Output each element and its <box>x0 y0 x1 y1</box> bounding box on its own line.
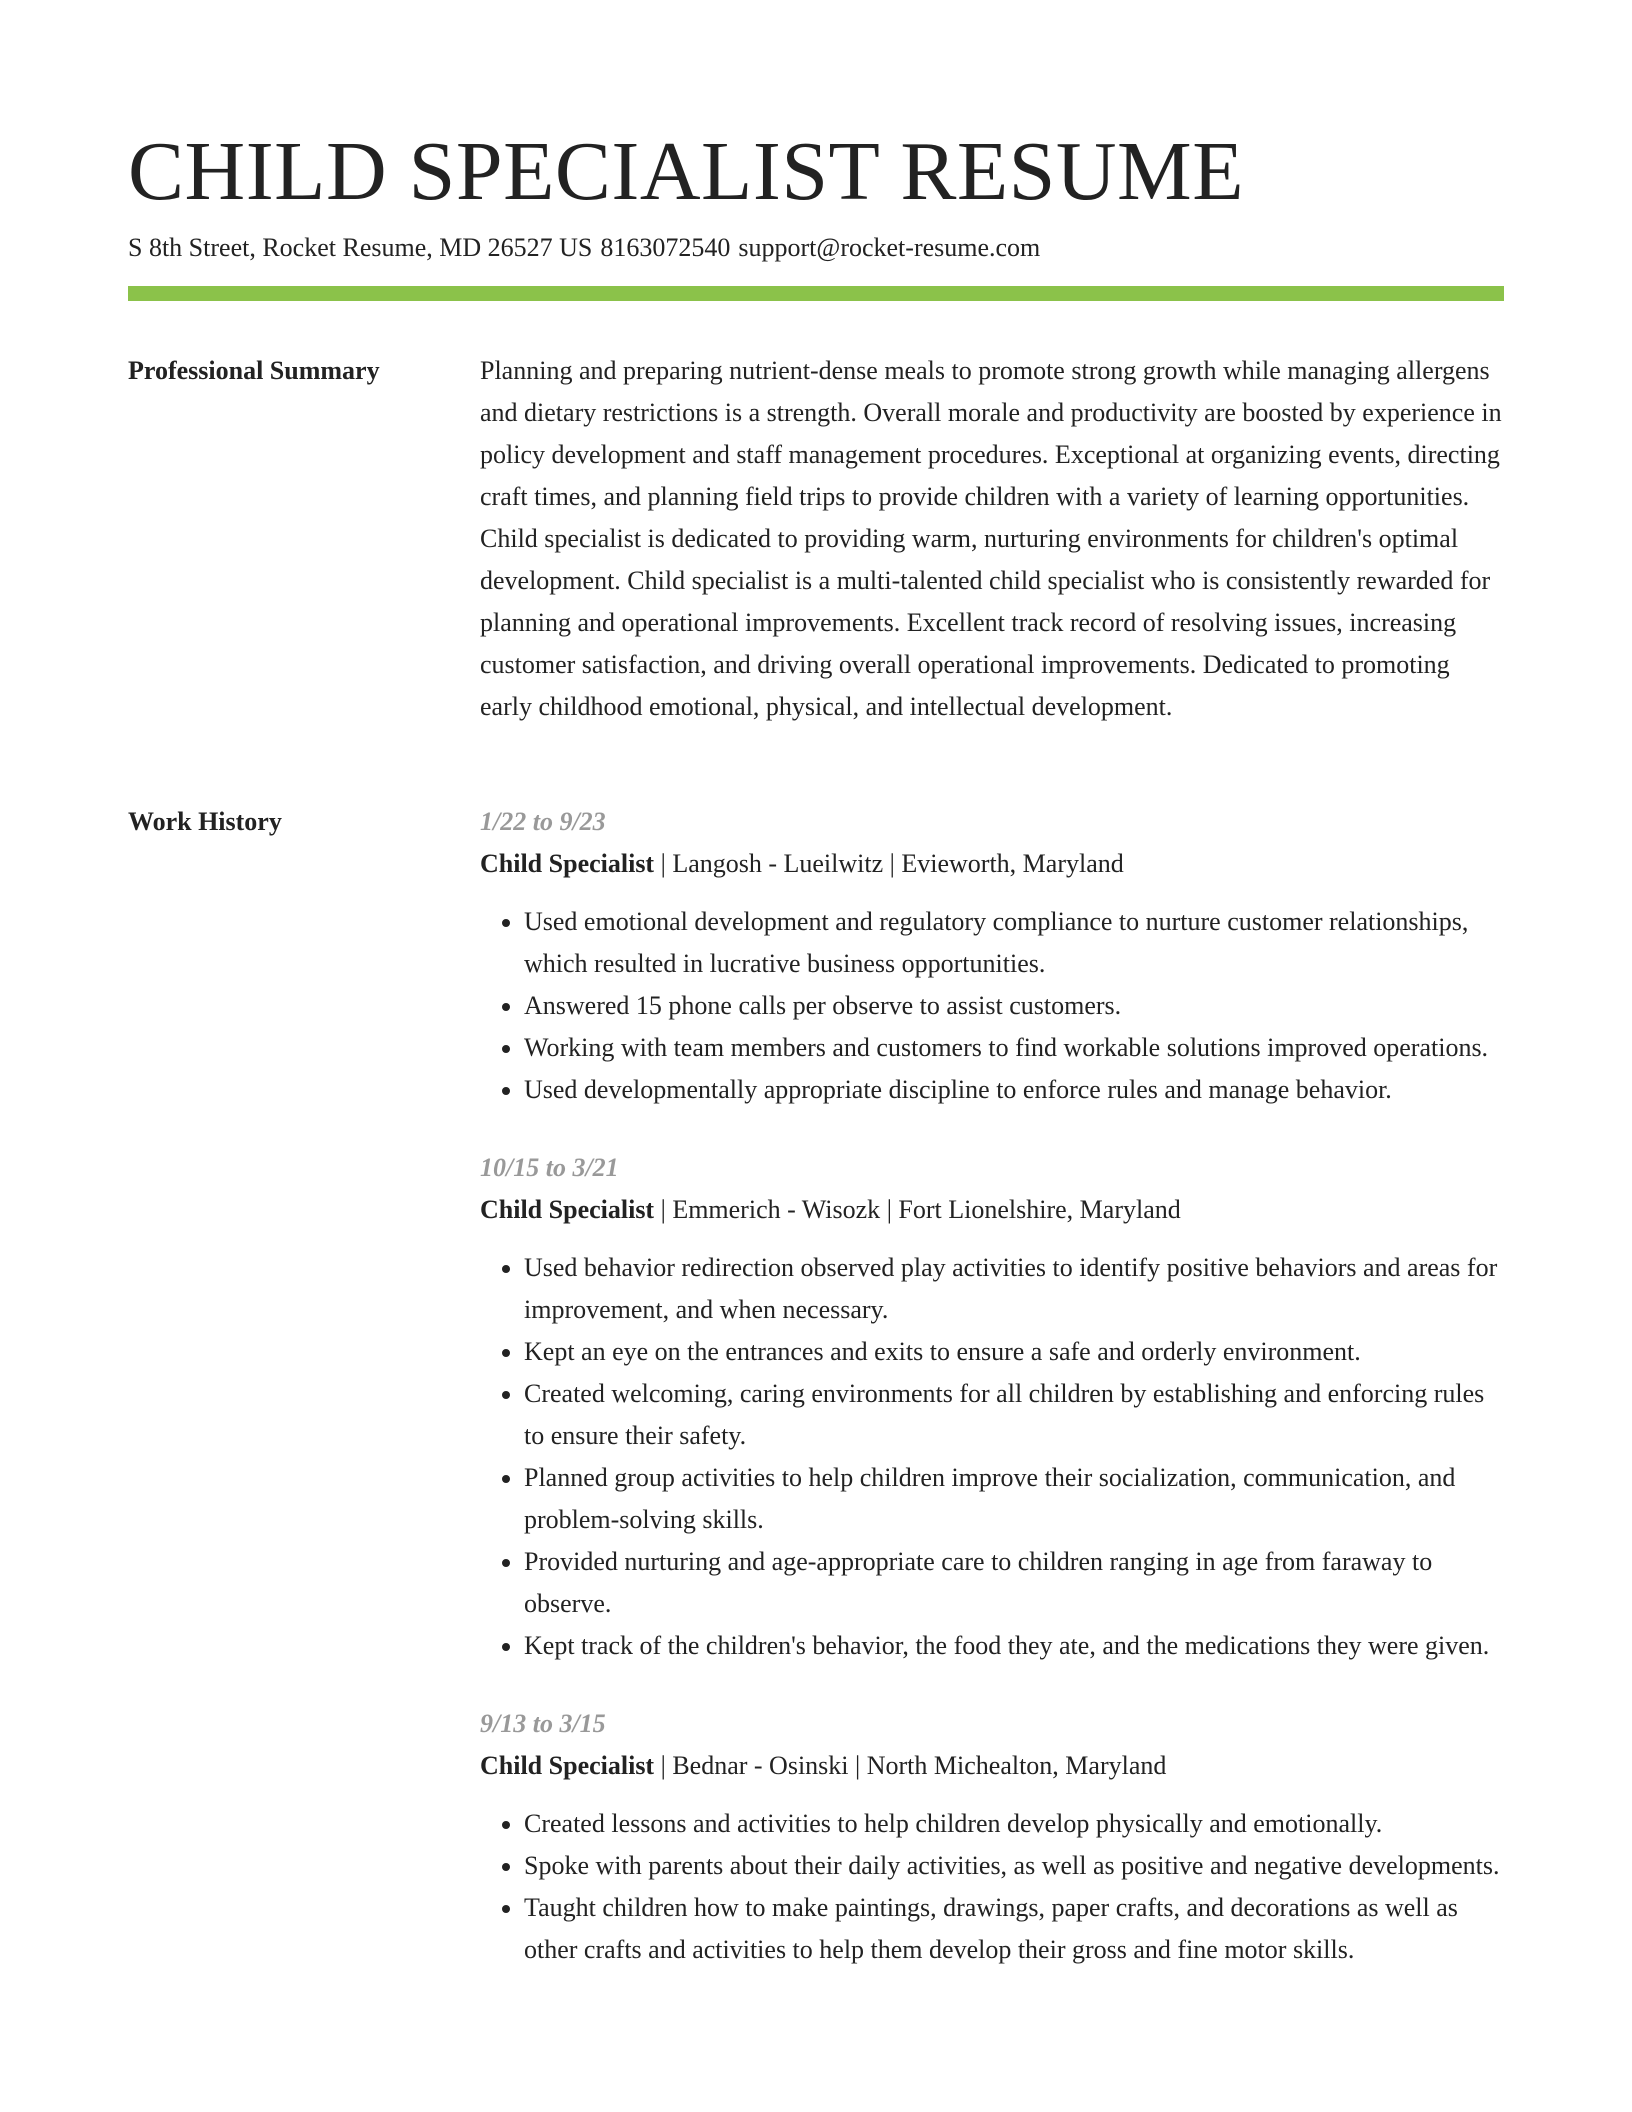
job-entry <box>480 1147 1504 1667</box>
job-bullet: • Used developmentally appropriate discipline to enforce rules and manage behavior. <box>524 1069 1504 1111</box>
job-bullets <box>480 1803 1504 1971</box>
job-location: Fort Lionelshire, Maryland <box>898 1195 1181 1224</box>
job-bullet: • Taught children how to make paintings, drawings, paper crafts, and decorations as well as other crafts and activities to help them develop their gross and fine motor skills. <box>524 1887 1504 1971</box>
job-separator: | <box>654 1195 673 1224</box>
job-bullet: • Used emotional development and regulatory compliance to nurture customer relationships, which resulted in lucrative business opportunities. <box>524 901 1504 985</box>
job-bullet: • Spoke with parents about their daily activities, as well as positive and negative developments. <box>524 1845 1504 1887</box>
job-company: Bednar - Osinski <box>672 1751 849 1780</box>
contact-line <box>128 230 1048 266</box>
work-history-heading: Work History <box>128 807 282 836</box>
job-location: Evieworth, Maryland <box>901 849 1124 878</box>
job-title: Child Specialist <box>480 849 655 878</box>
job-dates: 9/13 to 3/15 <box>480 1709 606 1738</box>
job-bullets <box>480 1247 1504 1667</box>
job-bullet: • Working with team members and customers to find workable solutions improved operations. <box>524 1027 1504 1069</box>
job-bullet: • Used behavior redirection observed play activities to identify positive behaviors and areas for improvement, and when necessary. <box>524 1247 1504 1331</box>
job-entry <box>480 801 1504 1111</box>
job-bullet: • Planned group activities to help children improve their socialization, communication, and problem-solving skills. <box>524 1457 1504 1541</box>
job-header <box>480 1745 1504 1787</box>
job-title: Child Specialist <box>480 1751 655 1780</box>
job-dates: 10/15 to 3/21 <box>480 1153 619 1182</box>
job-bullets <box>480 901 1504 1111</box>
job-separator: | <box>848 1751 867 1780</box>
job-company: Emmerich - Wisozk <box>672 1195 881 1224</box>
job-separator: | <box>883 849 902 878</box>
job-header <box>480 1189 1504 1231</box>
job-bullet: • Kept track of the children's behavior, the food they ate, and the medications they were given. <box>524 1625 1504 1667</box>
job-title: Child Specialist <box>480 1195 655 1224</box>
job-bullet: • Created lessons and activities to help children develop physically and emotionally. <box>524 1803 1504 1845</box>
job-bullet: • Kept an eye on the entrances and exits to ensure a safe and orderly environment. <box>524 1331 1504 1373</box>
job-dates: 1/22 to 9/23 <box>480 807 606 836</box>
job-company: Langosh - Lueilwitz <box>672 849 884 878</box>
job-separator: | <box>880 1195 899 1224</box>
contact-phone: 8163072540 <box>600 233 731 262</box>
job-separator: | <box>654 1751 673 1780</box>
page-title: CHILD SPECIALIST RESUME <box>128 125 1245 218</box>
header-divider <box>128 286 1504 301</box>
job-bullet: • Provided nurturing and age-appropriate care to children ranging in age from faraway to observe. <box>524 1541 1504 1625</box>
summary-heading: Professional Summary <box>128 356 380 385</box>
job-header <box>480 843 1504 885</box>
job-bullet: • Answered 15 phone calls per observe to assist customers. <box>524 985 1504 1027</box>
summary-section <box>480 350 1504 728</box>
job-separator: | <box>654 849 673 878</box>
job-location: North Michealton, Maryland <box>866 1751 1167 1780</box>
job-entry <box>480 1703 1504 1971</box>
contact-email: support@rocket-resume.com <box>738 233 1041 262</box>
contact-address: S 8th Street, Rocket Resume, MD 26527 US <box>128 233 593 262</box>
summary-text: Planning and preparing nutrient-dense meals to promote strong growth while managing allergens and dietary restrictions is a strength. Overall morale and productivity are boosted by experience in policy development and staff management procedures. Exceptional at organizing events, directing craft times, and planning field trips to provide children with a variety of learning opportunities. Child specialist is dedicated to providing warm, nurturing environments for children's optimal development. Child specialist is a multi-talented child specialist who is consistently rewarded for planning and operational improvements. Excellent track record of resolving issues, increasing customer satisfaction, and driving overall operational improvements. Dedicated to promoting early childhood emotional, physical, and intellectual development. <box>480 356 1502 721</box>
job-bullet: • Created welcoming, caring environments for all children by establishing and enforcing rules to ensure their safety. <box>524 1373 1504 1457</box>
work-history-section <box>480 801 1504 2007</box>
